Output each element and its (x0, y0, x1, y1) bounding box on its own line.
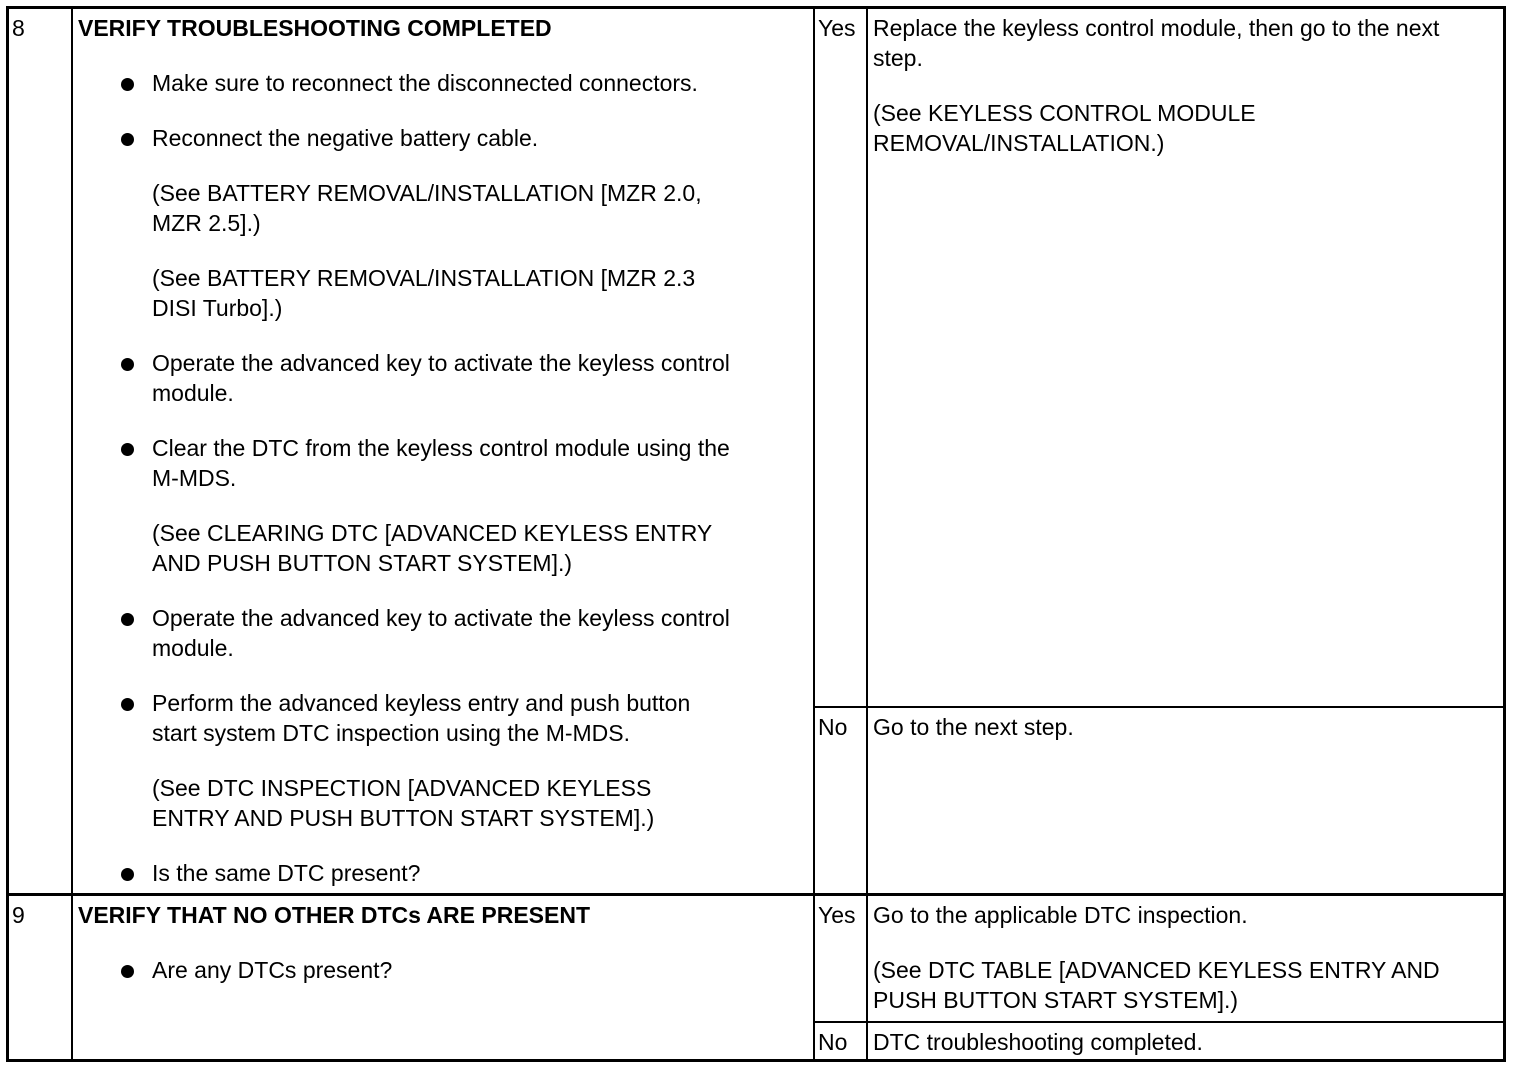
reference-note: REMOVAL/INSTALLATION.) (873, 130, 1165, 156)
bullet-icon (121, 133, 134, 146)
reference-note: (See KEYLESS CONTROL MODULE (873, 100, 1256, 126)
no-label: No (818, 1029, 848, 1055)
inspection-item: M-MDS. (152, 465, 237, 491)
step-number: 8 (12, 15, 25, 41)
row-divider (813, 706, 1505, 708)
inspection-item: start system DTC inspection using the M-MDS. (152, 720, 631, 746)
bullet-icon (121, 613, 134, 626)
step-number: 9 (12, 902, 25, 928)
row-divider (813, 1021, 1505, 1023)
reference-note: MZR 2.5].) (152, 210, 261, 236)
bullet-icon (121, 358, 134, 371)
bullet-icon (121, 965, 134, 978)
no-action: DTC troubleshooting completed. (873, 1029, 1203, 1055)
inspection-question: Is the same DTC present? (152, 860, 421, 886)
inspection-question: Are any DTCs present? (152, 957, 393, 983)
yes-label: Yes (818, 902, 856, 928)
step-title: VERIFY THAT NO OTHER DTCs ARE PRESENT (78, 902, 591, 928)
reference-note: AND PUSH BUTTON START SYSTEM].) (152, 550, 573, 576)
inspection-item: module. (152, 380, 234, 406)
inspection-item: module. (152, 635, 234, 661)
yes-action: Go to the applicable DTC inspection. (873, 902, 1248, 928)
inspection-item: Operate the advanced key to activate the keyless control (152, 605, 730, 631)
yes-action: step. (873, 45, 923, 71)
step-title: VERIFY TROUBLESHOOTING COMPLETED (78, 15, 552, 41)
bullet-icon (121, 78, 134, 91)
column-divider (71, 9, 73, 1059)
reference-note: PUSH BUTTON START SYSTEM].) (873, 987, 1239, 1013)
inspection-item: Reconnect the negative battery cable. (152, 125, 539, 151)
inspection-item: Perform the advanced keyless entry and push button (152, 690, 691, 716)
reference-note: (See BATTERY REMOVAL/INSTALLATION [MZR 2.3 (152, 265, 696, 291)
reference-note: (See DTC INSPECTION [ADVANCED KEYLESS (152, 775, 652, 801)
bullet-icon (121, 868, 134, 881)
yes-label: Yes (818, 15, 856, 41)
inspection-item: Clear the DTC from the keyless control module using the (152, 435, 730, 461)
bullet-icon (121, 698, 134, 711)
reference-note: (See CLEARING DTC [ADVANCED KEYLESS ENTRY (152, 520, 713, 546)
reference-note: (See DTC TABLE [ADVANCED KEYLESS ENTRY AND (873, 957, 1440, 983)
reference-note: (See BATTERY REMOVAL/INSTALLATION [MZR 2.0, (152, 180, 702, 206)
bullet-icon (121, 443, 134, 456)
column-divider (866, 9, 868, 1059)
reference-note: DISI Turbo].) (152, 295, 283, 321)
inspection-item: Operate the advanced key to activate the keyless control (152, 350, 730, 376)
no-action: Go to the next step. (873, 714, 1074, 740)
inspection-item: Make sure to reconnect the disconnected connectors. (152, 70, 698, 96)
column-divider (813, 9, 815, 1059)
reference-note: ENTRY AND PUSH BUTTON START SYSTEM].) (152, 805, 655, 831)
yes-action: Replace the keyless control module, then go to the next (873, 15, 1440, 41)
no-label: No (818, 714, 848, 740)
row-divider (9, 893, 1505, 896)
